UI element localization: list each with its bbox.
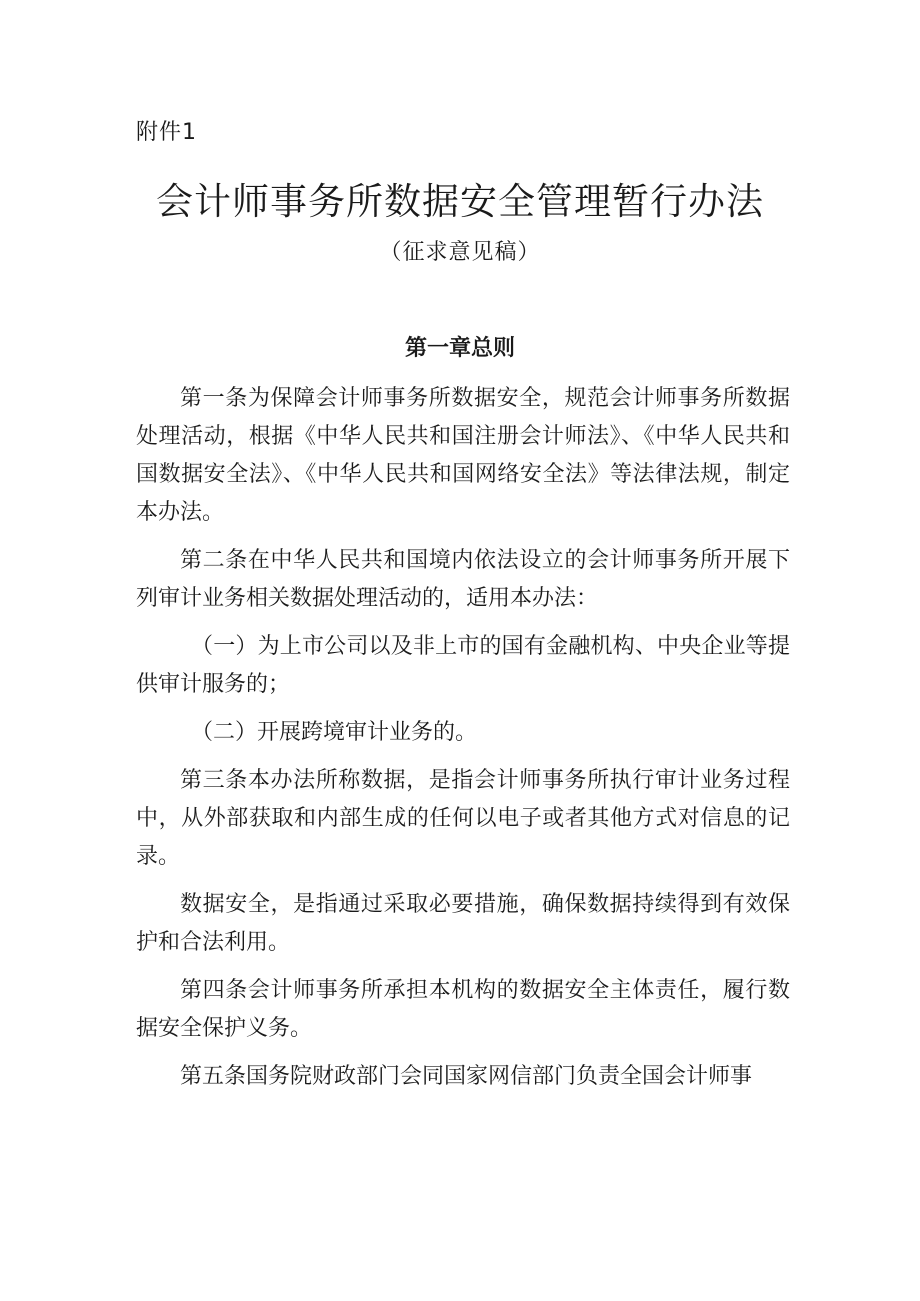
article-2-item-1: （一）为上市公司以及非上市的国有金融机构、中央企业等提供审计服务的；: [136, 634, 790, 697]
article-2-item-2: （二）开展跨境审计业务的。: [191, 720, 478, 745]
article-4-paragraph: 第四条会计师事务所承担本机构的数据安全主体责任，履行数据安全保护义务。: [136, 978, 790, 1041]
document-title: 会计师事务所数据安全管理暂行办法: [156, 180, 764, 223]
article-2-paragraph: 第二条在中华人民共和国境内依法设立的会计师事务所开展下列审计业务相关数据处理活动的，适用本办法：: [136, 548, 790, 611]
data-security-definition-paragraph: 数据安全，是指通过采取必要措施，确保数据持续得到有效保护和合法利用。: [136, 892, 790, 955]
document-body: [136, 380, 790, 1096]
attachment-label: 附件1: [136, 120, 197, 145]
article-1-paragraph: 第一条为保障会计师事务所数据安全，规范会计师事务所数据处理活动，根据《中华人民共和国注册会计师法》、《中华人民共和国数据安全法》、《中华人民共和国网络安全法》等法律法规，制定本办法。: [136, 386, 790, 525]
chapter-heading: 第一章总则: [404, 336, 515, 361]
article-5-paragraph: 第五条国务院财政部门会同国家网信部门负责全国会计师事: [180, 1064, 753, 1089]
article-3-paragraph: 第三条本办法所称数据，是指会计师事务所执行审计业务过程中，从外部获取和内部生成的任何以电子或者其他方式对信息的记录。: [136, 768, 790, 869]
document-subtitle: （征求意见稿）: [379, 240, 541, 265]
